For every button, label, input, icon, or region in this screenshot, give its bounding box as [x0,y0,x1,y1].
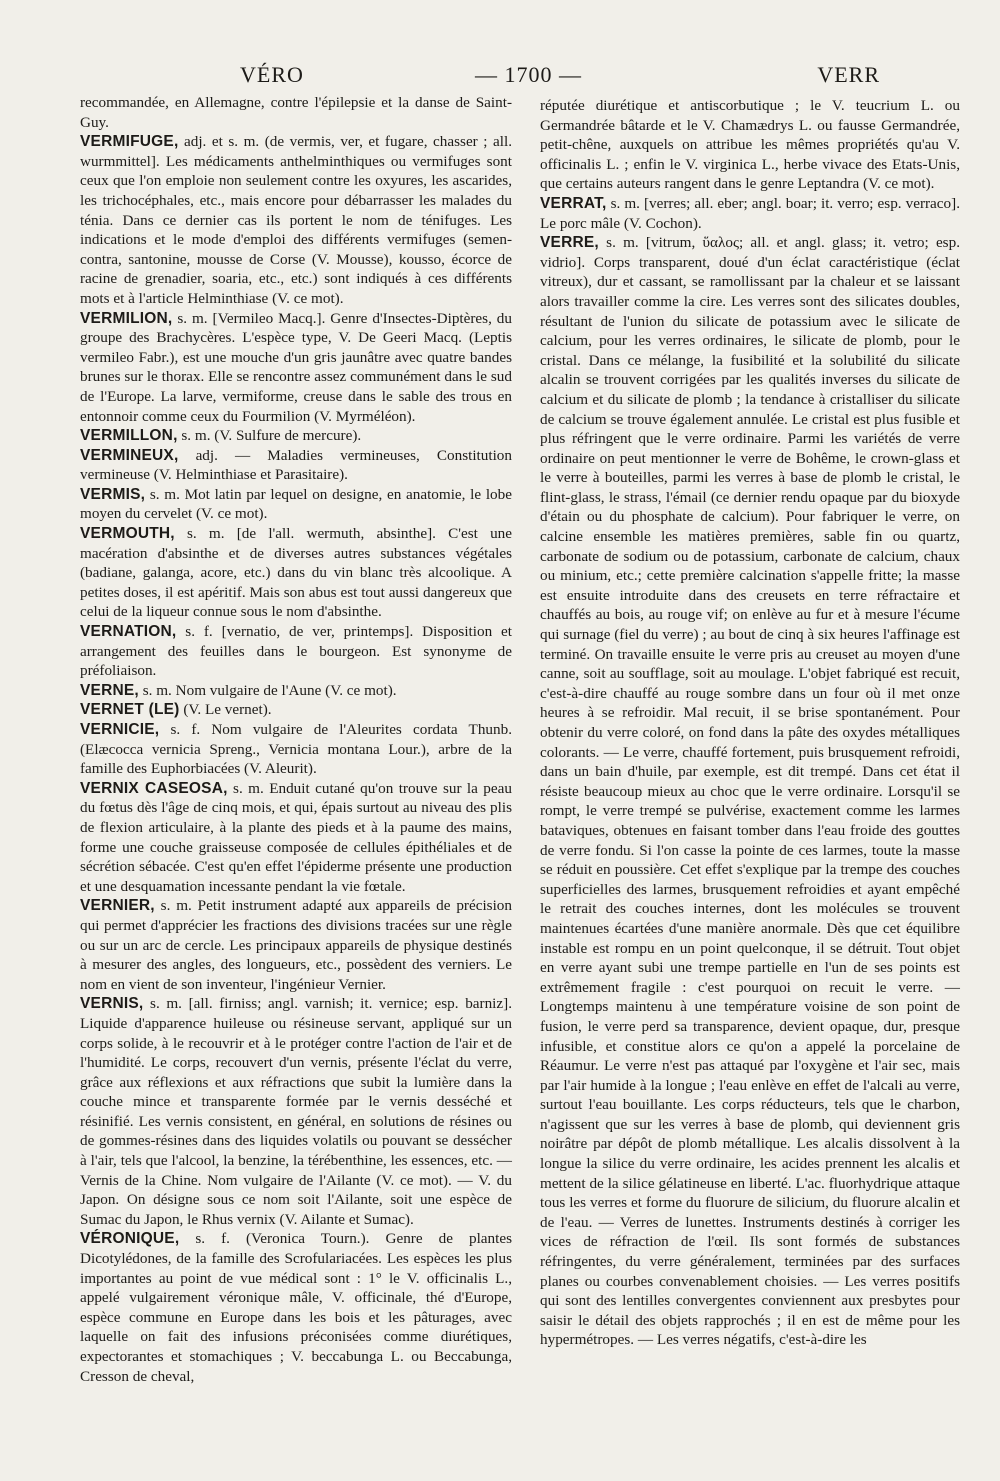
headword: VERMILLON, [80,427,178,445]
entry-verrat: VERRAT, s. m. [verres; all. eber; angl. boar; it. verro; esp. verraco]. Le porc mâle (V. Cochon). [540,194,960,232]
headword: VERMIS, [80,485,146,503]
header-left-guideword: VÉRO [240,62,304,87]
headword: VERRAT, [540,194,607,212]
entry-verre: VERRE, s. m. [vitrum, ὕαλος; all. et angl. glass; it. vetro; esp. vidrio]. Corps transparent, doué d'un éclat caractéristique (éclat vitreux), dur et cassant, se ramollissant par la chaleur et se laissant alors travailler comme la cire. Les verres sont des silicates doubles, résultant de l'union du silicate de potassium avec le silicate de calcium, pour les verres ordinaires, le silicate de plomb, pour le cristal. Dans ce mélange, la fusibilité et la solubilité du silicate alcalin se trouvent corrigées par les qualités inverses du silicate de calcium et du silicate de plomb ; la tendance à cristalliser du silicate de calcium se trouve également annulée. Le cristal est plus fusible et plus réfringent que le verre ordinaire. Parmi les variétés de verre ordinaire on peut mentionner le verre de Bohême, le crown-glass et le verre à bouteilles, parmi les verres à base de plomb le cristal, le flint-glass, le strass, l'émail (ce dernier rendu opaque par du bioxyde d'étain ou du phosphate de calcium). Pour fabriquer le verre, on calcine ensemble les matières premières, sable fin ou quartz, carbonate de sodium ou de potassium, carbonate de calcium, chaux ou minium, etc.; cette première calcination s'appelle fritte; la masse est ensuite introduite dans des creusets en terre réfractaire et chauffés au bois, au rouge vif; on enlève au fur et à mesure l'écume qui surnage (fiel du verre) ; au bout de cinq à six heures l'affinage est terminé. On travaille ensuite le verre pris au creuset au moyen d'une canne, soit au soufflage, soit au moulage. L'objet fabriqué est recuit, c'est-à-dire chauffé au rouge sombre dans un four où il met onze heures à se refroidir. Mal recuit, il se brise spontanément. Pour obtenir du verre coloré, on fond dans la pâte des oxydes métalliques colorants. — Le verre, chauffé fortement, puis brusquement refroidi, dans un bain d'huile, par exemple, est dit trempé. Dans cet état il résiste beaucoup mieux au choc que le verre ordinaire. Lorsqu'il se rompt, le verre trempé se pulvérise, exactement comme les larmes bataviques, obtenues en faisant tomber dans l'eau froide des gouttes de verre fondu. Si l'on casse la pointe de ces larmes, toute la masse se réduit en poussière. Cet effet s'explique par la trempe des couches superficielles des larmes, brusquement refroidies et ayant empêché le retrait des couches internes, dont les molécules se trouvent maintenues écartées d'une manière anormale. Dès que cet équilibre instable est rompu en un point quelconque, il se détruit. Tout objet en verre ayant subi une trempe partielle en l'un de ses points est extrêmement fragile : c'est pourquoi on recuit le verre. — Longtemps maintenu à une température voisine de son point de fusion, le verre perd sa transparence, devient opaque, dur, presque infusible, et constitue alors ce qu'on a appelé la porcelaine de Réaumur. Le verre n'est pas attaqué par l'oxygène et l'air sec, mais par l'air humide à la longue ; l'eau enlève en effet de l'alcali au verre, surtout l'eau bouillante. Les corps réducteurs, tels que le charbon, n'agissent que sur les verres à base de plomb, qui deviennent gris noirâtre par dépôt de plomb métallique. Les alcalis dissolvent à la longue la silice du verre ordinaire, les acides prennent les alcalis et mettent de la silice gélatineuse en liberté. L'ac. fluorhydrique attaque tous les verres et forme du fluorure de silicium, du fluorure alcalin et de l'eau. — Verres de lunettes. Instruments destinés à corriger les vices de réfraction de l'œil. Ils sont formés de substances réfringentes, du verre généralement, terminées par des surfaces planes ou courbes convenablement choisies. — Les verres positifs qui sont des lentilles convergentes conviennent aux presbytes pour saisir le détail des objets rapprochés ; il en est de même pour les hypermétropes. — Les verres négatifs, c'est-à-dire les [540,234,960,1349]
headword: VERMILION, [80,309,173,327]
entry-verne: VERNE, s. m. Nom vulgaire de l'Aune (V. ce mot). [80,681,397,699]
headword: VERRE, [540,234,599,252]
entry-continuation: réputée diurétique et antiscorbutique ; le V. teucrium L. ou Germandrée bâtarde et le V. Chamædrys L. ou fausse Germandrée, petit-chêne, auxquels on attribue les mêmes propriétés qu'au V. officinalis L. ; enfin le V. virginica L., herbe vivace des Etats-Unis, que certains auteurs rangent dans le genre Leptandra (V. ce mot). [540,97,960,193]
headword: VERNET (LE) [80,701,180,719]
entry-vernier: VERNIER, s. m. Petit instrument adapté aux appareils de précision qui permet d'apprécier les fractions des divisions tracées sur une règle ou sur un arc de cercle. Les principaux appareils de physique destinés à mesurer des angles, des longueurs, etc., possèdent des verniers. Le nom en vient de son inventeur, l'ingénieur Vernier. [80,897,512,993]
headword: VERNIER, [80,897,155,915]
headword: VÉRONIQUE, [80,1230,180,1248]
headword: VERNIS, [80,995,144,1013]
left-column [80,93,512,1386]
entry-vermineux: VERMINEUX, adj. — Maladies vermineuses, Constitution vermineuse (V. Helminthiase et Parasitaire). [80,446,512,484]
entry-vermouth: VERMOUTH, s. m. [de l'all. wermuth, absinthe]. C'est une macération d'absinthe et de diverses autres substances végétales (badiane, galanga, acore, etc.) dans du vin blanc très alcoolique. A petites doses, il est apéritif. Mais son abus est tout aussi dangereux que celui de la liqueur connue sous le nom d'absinthe. [80,525,512,621]
headword: VERMIFUGE, [80,133,179,151]
headword: VERNICIE, [80,721,160,738]
entry-vernix-caseosa: VERNIX CASEOSA, s. m. Enduit cutané qu'on trouve sur la peau du fœtus dès l'âge de cinq mois, et qui, épais surtout au niveau des plis de flexion articulaire, à la plante des pieds et à la paume des mains, forme une couche graisseuse composée de cellules épithéliales et de sécrétion sébacée. C'est qu'en effet l'épiderme présente une production et une desquamation incessante pendant la vie fœtale. [80,779,512,895]
entry-continuation: recommandée, en Allemagne, contre l'épilepsie et la danse de Saint-Guy. [80,94,512,131]
entry-vernicie: VERNICIE, s. f. Nom vulgaire de l'Aleurites cordata Thunb. (Elæcocca vernicia Spreng., Vernicia montana Lour.), arbre de la famille des Euphorbiacées (V. Aleurit). [80,721,512,778]
headword: VERMOUTH, [80,525,175,543]
headword: VERNATION, [80,623,177,641]
right-column [540,96,960,1350]
running-header [80,62,950,90]
header-right-guideword: VERR [817,62,880,87]
headword: VERMINEUX, [80,446,179,464]
entry-vernation: VERNATION, s. f. [vernatio, de ver, printemps]. Disposition et arrangement des feuilles dans le bourgeon. Est synonyme de préfoliaison. [80,623,512,680]
headword: VERNE, [80,681,139,699]
entry-vermifuge: VERMIFUGE, adj. et s. m. (de vermis, ver, et fugare, chasser ; all. wurmmittel]. Les médicaments anthelminthiques ou vermifuges sont ceux que l'on emploie non seulement contre les oxyures, les ascarides, les trichocéphales, etc., mais encore pour débarrasser les malades du ténia. Dans ce dernier cas ils portent le nom de ténifuges. Les indications et le mode d'emploi des différents vermifuges (semen-contra, santonine, mousse de Corse (V. Mousse), kousso, écorce de racine de grenadier, soaria, etc., etc.) sont indiqués à ces différents mots et à l'article Helminthiase (V. ce mot). [80,133,512,307]
entry-vermillon: VERMILLON, s. m. (V. Sulfure de mercure). [80,427,362,445]
page-number: — 1700 — [475,62,582,87]
entry-vermilion: VERMILION, s. m. [Vermileo Macq.]. Genre d'Insectes-Diptères, du groupe des Brachycères. L'espèce type, V. De Geeri Macq. (Leptis vermileo Fabr.), est une mouche d'un gris jaunâtre avec quatre bandes brunes sur le thorax. Elle se rencontre assez communément dans le sud de l'Europe. La larve, vermiforme, creuse dans le sable des trous en entonnoir comme ceux du Fourmilion (V. Myrméléon). [80,309,512,425]
entry-vermis: VERMIS, s. m. Mot latin par lequel on designe, en anatomie, le lobe moyen du cervelet (V. ce mot). [80,485,512,523]
entry-veronique: VÉRONIQUE, s. f. (Veronica Tourn.). Genre de plantes Dicotylédones, de la famille des Scrofulariacées. Les espèces les plus importantes au point de vue médical sont : 1° le V. officinalis L., appelé vulgairement véronique mâle, V. officinale, thé d'Europe, espèce commune en Europe dans les bois et les pâturages, avec laquelle on fait des infusions préconisées comme diurétiques, expectorantes et stomachiques ; V. beccabunga L. ou Beccabunga, Cresson de cheval, [80,1230,512,1385]
entry-vernet: VERNET (LE) (V. Le vernet). [80,701,272,719]
entry-vernis: VERNIS, s. m. [all. firniss; angl. varnish; it. vernice; esp. barniz]. Liquide d'apparence huileuse ou résineuse servant, appliqué sur un corps solide, à le recouvrir et à le protéger contre l'action de l'air et de l'humidité. Le corps, recouvert d'un vernis, présente l'éclat du verre, grâce aux réflexions et aux réfractions que subit la lumière dans la couche mince et transparente formée par le vernis desséché et résinifié. Les vernis consistent, en général, en solutions de résines ou de gommes-résines dans des liquides volatils ou pouvant se dessécher à l'air, tels que l'alcool, la benzine, la térébenthine, les essences, etc. — Vernis de la Chine. Nom vulgaire de l'Ailante (V. ce mot). — V. du Japon. On désigne sous ce nom soit l'Ailante, soit une espèce de Sumac du Japon, le Rhus vernix (V. Ailante et Sumac). [80,995,512,1228]
headword: VERNIX CASEOSA, [80,779,228,797]
